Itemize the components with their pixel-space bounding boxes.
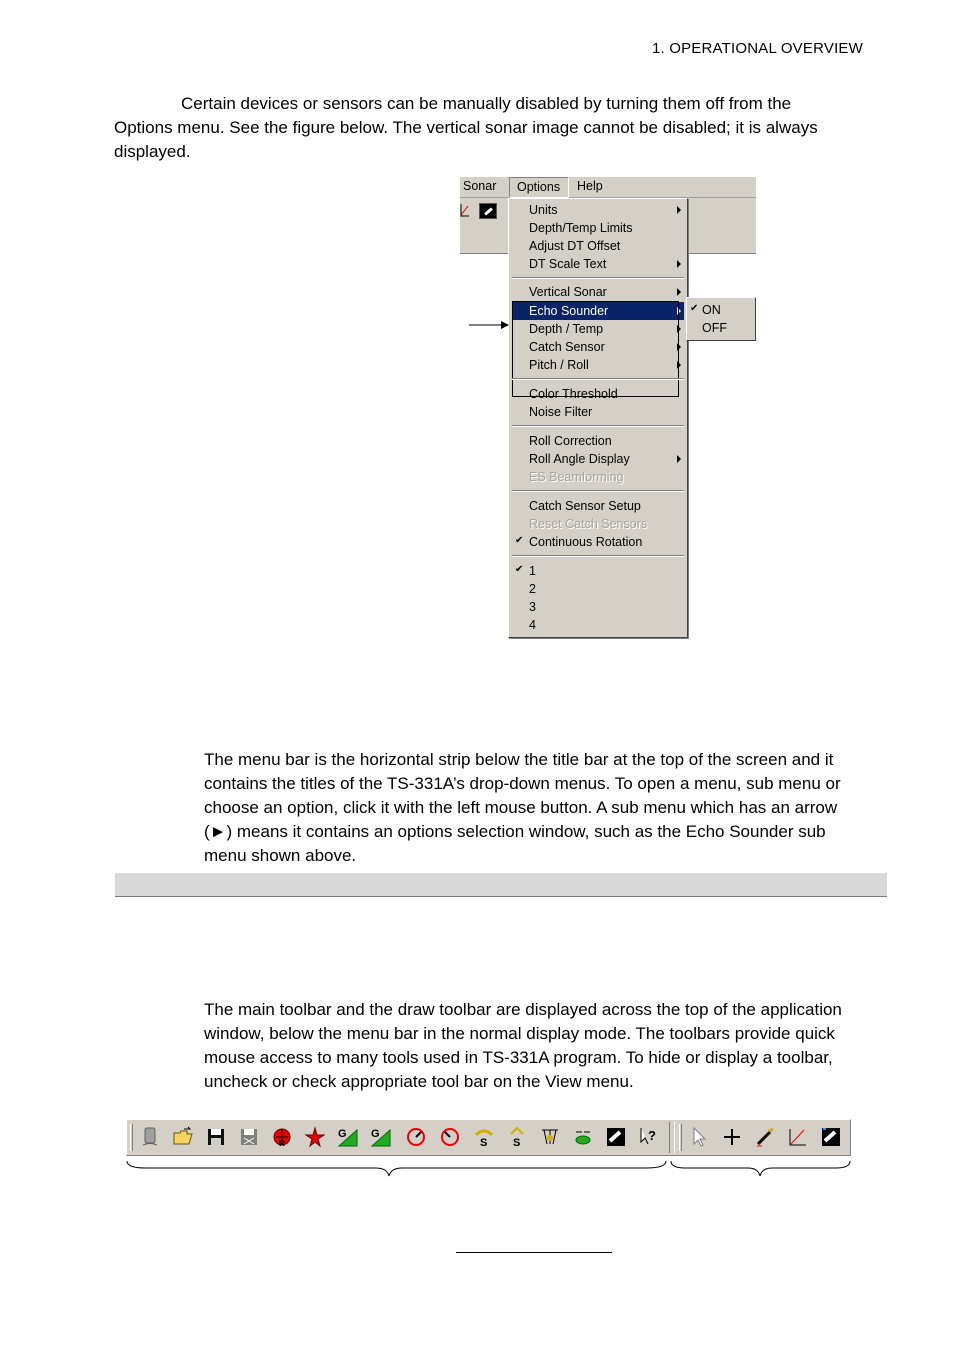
menu-item-label: 1: [529, 564, 536, 578]
menu-item-label: 3: [529, 600, 536, 614]
save-disk-icon[interactable]: [204, 1125, 228, 1149]
menu-item-es-beamforming: [529, 468, 623, 486]
save-image-icon[interactable]: [237, 1125, 261, 1149]
menu-item-label: Reset Catch Sensors: [529, 517, 648, 531]
crosshair-icon[interactable]: [720, 1125, 744, 1149]
submenu-arrow-icon: [677, 288, 681, 296]
menu-item-catch-sensor-setup[interactable]: [529, 497, 641, 515]
intro-paragraph: [114, 92, 854, 164]
intro-text: Certain devices or sensors can be manually disabled by turning them off from the Options menu. See the figure below. The vertical sonar image cannot be disabled; it is always displayed.: [114, 94, 818, 161]
check-icon: ✔: [515, 535, 524, 546]
menu-bar: [460, 177, 756, 198]
menu-item-color-threshold[interactable]: [529, 385, 618, 403]
svg-text:S: S: [480, 1137, 488, 1148]
menu-item-roll-correction[interactable]: [529, 432, 612, 450]
menu-item-reset-catch-sensors: [529, 515, 647, 533]
svg-text:G: G: [338, 1128, 347, 1140]
menu-item-adjust-dt-offset[interactable]: [529, 237, 620, 255]
svg-text:G: G: [371, 1128, 380, 1140]
sonar-sweep-icon[interactable]: [472, 1125, 496, 1149]
menu-item-label: DT Scale Text: [529, 257, 607, 271]
menu-item-label: Pitch / Roll: [529, 358, 589, 372]
sonar-tilt-icon[interactable]: [505, 1125, 529, 1149]
menu-item-label: Depth/Temp Limits: [529, 221, 633, 235]
red-sensor-icon[interactable]: [270, 1125, 294, 1149]
eraser-icon[interactable]: [604, 1125, 628, 1149]
open-folder-icon[interactable]: [171, 1125, 195, 1149]
gain-down-icon[interactable]: [369, 1125, 393, 1149]
menu-item-label: Units: [529, 203, 558, 217]
menu-item-noise-filter[interactable]: [529, 403, 592, 421]
section-header: 1. OPERATIONAL OVERVIEW: [651, 40, 863, 57]
submenu-arrow-icon: [677, 455, 681, 463]
menu-item-label: Roll Angle Display: [529, 452, 630, 466]
menu-item-units[interactable]: [529, 201, 557, 219]
menu-item-label: Color Threshold: [529, 387, 618, 401]
menu-item-label: Depth / Temp: [529, 322, 604, 336]
menu-item-label: Continuous Rotation: [529, 535, 643, 549]
svg-text:S: S: [513, 1137, 521, 1148]
line-graph-icon[interactable]: [786, 1125, 810, 1149]
options-dropdown: [508, 198, 688, 638]
help-pointer-icon[interactable]: [637, 1125, 661, 1149]
menu-item-label: ES Beamforming: [529, 470, 624, 484]
menu-item-label: Adjust DT Offset: [529, 239, 621, 253]
menu-separator: [512, 555, 684, 557]
menu-item-vertical-sonar[interactable]: [529, 283, 607, 301]
disk-drive-icon[interactable]: [138, 1125, 162, 1149]
menu-item-label: Noise Filter: [529, 405, 593, 419]
check-icon: ✔: [515, 564, 524, 575]
menu-item-continuous-rotation[interactable]: [529, 533, 642, 551]
turtle-icon[interactable]: [571, 1125, 595, 1149]
toolbar-grip[interactable]: [130, 1124, 133, 1151]
footer-rule: [456, 1252, 612, 1253]
submenu-item-on[interactable]: ON: [702, 303, 721, 317]
pen-icon[interactable]: [753, 1125, 777, 1149]
rotate-right-icon[interactable]: [404, 1125, 428, 1149]
select-pointer-icon[interactable]: [687, 1125, 711, 1149]
menu-item-1[interactable]: [529, 562, 536, 580]
submenu-item-off[interactable]: OFF: [702, 321, 727, 335]
menu-options[interactable]: Options: [509, 177, 569, 198]
main-toolbar-brace: [126, 1160, 668, 1178]
menu-item-4[interactable]: [529, 616, 536, 634]
menu-item-dt-scale-text[interactable]: [529, 255, 606, 273]
menu-sonar[interactable]: Sonar: [463, 179, 497, 193]
svg-text:R: R: [279, 1139, 285, 1148]
menu-item-label: Catch Sensor: [529, 340, 605, 354]
menu-item-label: Roll Correction: [529, 434, 612, 448]
rotate-left-icon[interactable]: [438, 1125, 462, 1149]
menu-separator: [512, 378, 684, 380]
graph-icon[interactable]: [460, 203, 470, 217]
menu-item-label: Echo Sounder: [529, 304, 609, 318]
device-items-frame: [512, 301, 679, 397]
menu-item-label: 4: [529, 618, 536, 632]
red-star-icon[interactable]: [303, 1125, 327, 1149]
menu-item-2[interactable]: [529, 580, 536, 598]
net-sensor-icon[interactable]: [538, 1125, 562, 1149]
menu-item-label: 2: [529, 582, 536, 596]
options-menu-screenshot: [460, 177, 756, 639]
toolbar-paragraph: The main toolbar and the draw toolbar are displayed across the top of the application window, below the menu bar in the normal display mode. The toolbars provide quick mouse access to many tools used in TS-331A program. To hide or display a toolbar, uncheck or check appropriate tool bar on the View menu.: [204, 1000, 842, 1091]
draw-toolbar-brace: [670, 1160, 851, 1178]
menu-separator: [512, 277, 684, 279]
submenu-arrow-icon: [677, 260, 681, 268]
clear-drawing-icon[interactable]: [819, 1125, 843, 1149]
svg-text:?: ?: [648, 1128, 656, 1143]
toolbar-divider: [669, 1122, 675, 1153]
menu-separator: [512, 490, 684, 492]
section-heading-bar: [115, 873, 887, 897]
check-icon: ✔: [690, 303, 699, 314]
eraser-icon[interactable]: [479, 203, 497, 219]
menu-item-3[interactable]: [529, 598, 536, 616]
toolbar-grip[interactable]: [679, 1124, 682, 1151]
menu-item-label: Catch Sensor Setup: [529, 499, 641, 513]
menu-separator: [512, 425, 684, 427]
menu-help[interactable]: Help: [577, 179, 603, 193]
main-and-draw-toolbar: [126, 1119, 851, 1156]
menu-bar-paragraph: The menu bar is the horizontal strip below the title bar at the top of the screen and it contains the titles of the TS-331A’s drop-down menus. To open a menu, sub menu or choose an option, click it with the left mouse button. A sub menu which has an arrow (►) means it contains an options selection window, such as the Echo Sounder sub menu shown above.: [204, 750, 841, 865]
menu-item-roll-angle-display[interactable]: [529, 450, 630, 468]
pointer-arrow-icon: [469, 320, 509, 330]
menu-item-depth-temp-limits[interactable]: [529, 219, 633, 237]
echo-sounder-submenu: [686, 297, 756, 341]
menu-item-label: Vertical Sonar: [529, 285, 607, 299]
gain-up-icon[interactable]: [336, 1125, 360, 1149]
submenu-arrow-icon: [677, 206, 681, 214]
